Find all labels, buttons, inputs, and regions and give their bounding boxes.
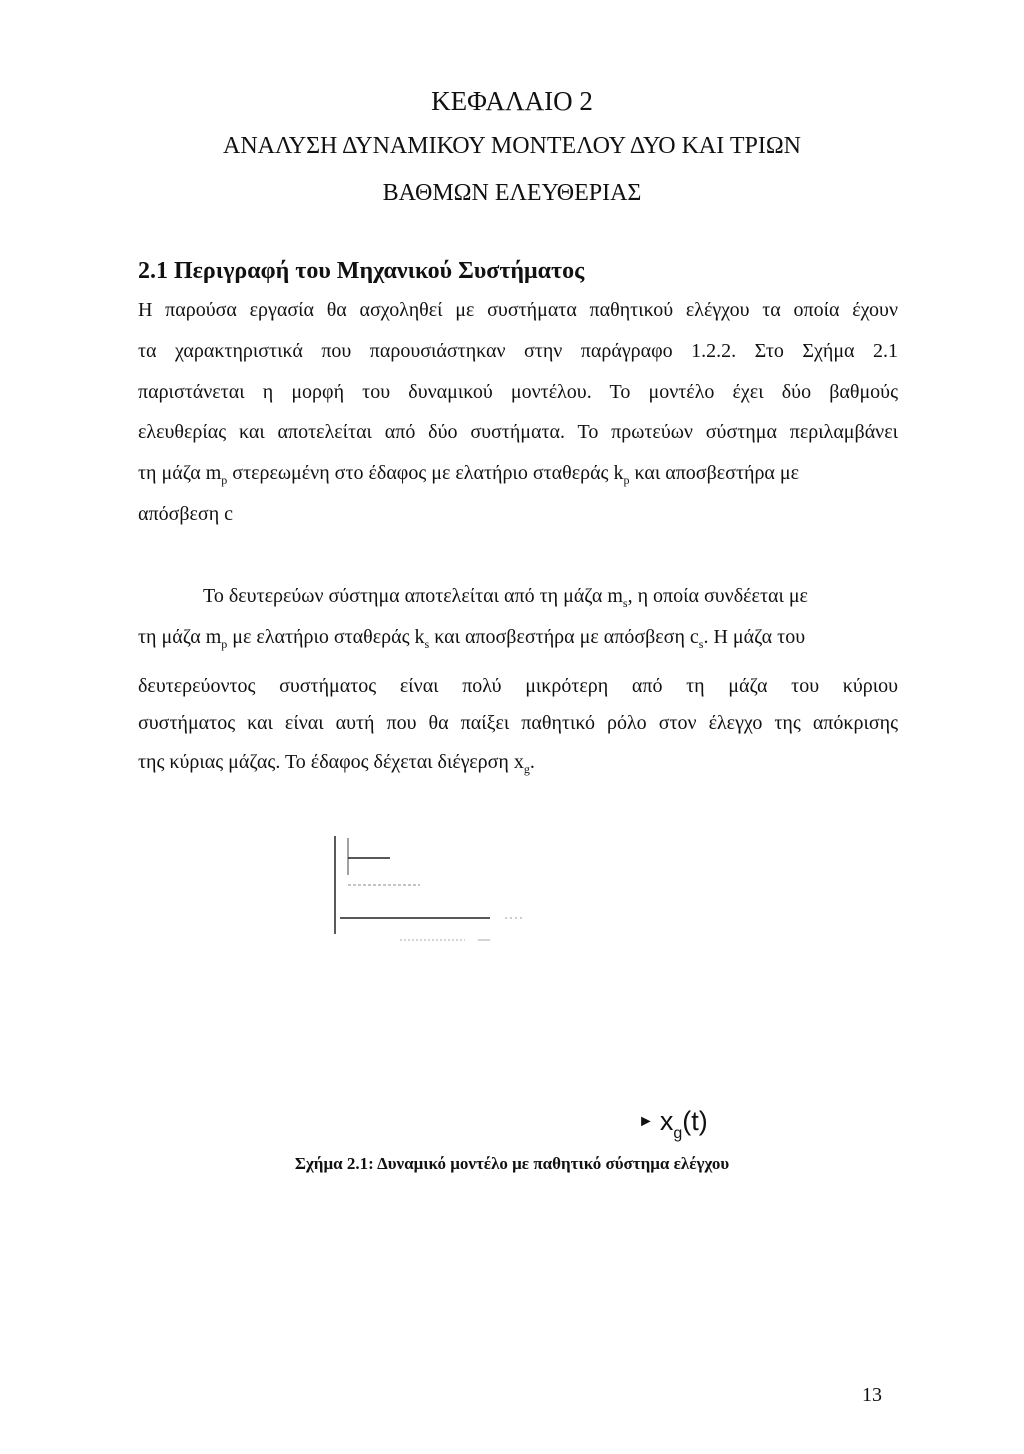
text-run: στερεωμένη στο έδαφος με ελατήριο σταθεράς k — [227, 462, 624, 484]
paragraph2-line1 — [203, 582, 898, 610]
subscript: p — [221, 473, 228, 487]
section-heading: 2.1 Περιγραφή του Μηχανικού Συστήματος — [138, 258, 585, 284]
text-run: και αποσβεστήρα με — [629, 462, 800, 484]
excitation-argument: (t) — [682, 1106, 708, 1136]
paragraph2-line5 — [138, 748, 898, 776]
subscript: p — [221, 637, 228, 651]
subscript: g — [523, 762, 530, 776]
chapter-title: ΚΕΦΑΛΑΙΟ 2 — [431, 86, 593, 116]
chapter-subtitle-line1: ΑΝΑΛΥΣΗ ΔΥΝΑΜΙΚΟΥ ΜΟΝΤΕΛΟΥ ΔΥΟ ΚΑΙ ΤΡΙΩΝ — [223, 133, 801, 159]
paragraph1-line5 — [138, 459, 898, 487]
arrow-right-icon: ► — [638, 1113, 654, 1130]
paragraph1-line1: Η παρούσα εργασία θα ασχοληθεί με συστήματα παθητικού ελέγχου τα οποία έχουν — [138, 299, 898, 321]
text-run: τη μάζα m — [138, 462, 222, 484]
paragraph2-line4: συστήματος και είναι αυτή που θα παίξει παθητικό ρόλο στον έλεγχο της απόκρισης — [138, 712, 898, 734]
text-run: τη μάζα m — [138, 626, 222, 648]
page-number: 13 — [862, 1384, 882, 1406]
figure-drawing — [330, 830, 530, 950]
text-run: της κύριας μάζας. Το έδαφος δέχεται διέγερση x — [138, 751, 524, 773]
text-run: και αποσβεστήρα με απόσβεση c — [429, 626, 699, 648]
subscript: s — [622, 596, 628, 610]
paragraph2-line3: δευτερεύοντος συστήματος είναι πολύ μικρότερη από τη μάζα του κύριου — [138, 675, 898, 697]
chapter-subtitle-line2: ΒΑΘΜΩΝ ΕΛΕΥΘΕΡΙΑΣ — [382, 180, 642, 206]
excitation-symbol: x — [659, 1106, 674, 1136]
figure-caption: Σχήμα 2.1: Δυναμικό μοντέλο με παθητικό σύστημα ελέγχου — [294, 1154, 730, 1173]
text-run: Το δευτερεύων σύστημα αποτελείται από τη μάζα m — [203, 585, 623, 607]
excitation-label — [638, 1106, 708, 1142]
paragraph2-line2 — [138, 623, 898, 651]
paragraph1-line2: τα χαρακτηριστικά που παρουσιάστηκαν στην παράγραφο 1.2.2. Στο Σχήμα 2.1 — [138, 340, 898, 362]
paragraph1-line6: απόσβεση c — [138, 503, 234, 525]
paragraph1-line3: παριστάνεται η μορφή του δυναμικού μοντέλου. Το μοντέλο έχει δύο βαθμούς — [138, 381, 898, 403]
text-run: , η οποία συνδέεται με — [627, 585, 808, 607]
text-run: με ελατήριο σταθεράς k — [227, 626, 425, 648]
subscript: p — [623, 473, 630, 487]
subscript: s — [698, 637, 704, 651]
excitation-subscript: g — [673, 1125, 683, 1142]
subscript: s — [424, 637, 430, 651]
text-run: . Η μάζα του — [703, 626, 806, 648]
paragraph1-line4: ελευθερίας και αποτελείται από δύο συστήματα. Το πρωτεύων σύστημα περιλαμβάνει — [138, 421, 898, 443]
text-run: . — [529, 751, 535, 773]
